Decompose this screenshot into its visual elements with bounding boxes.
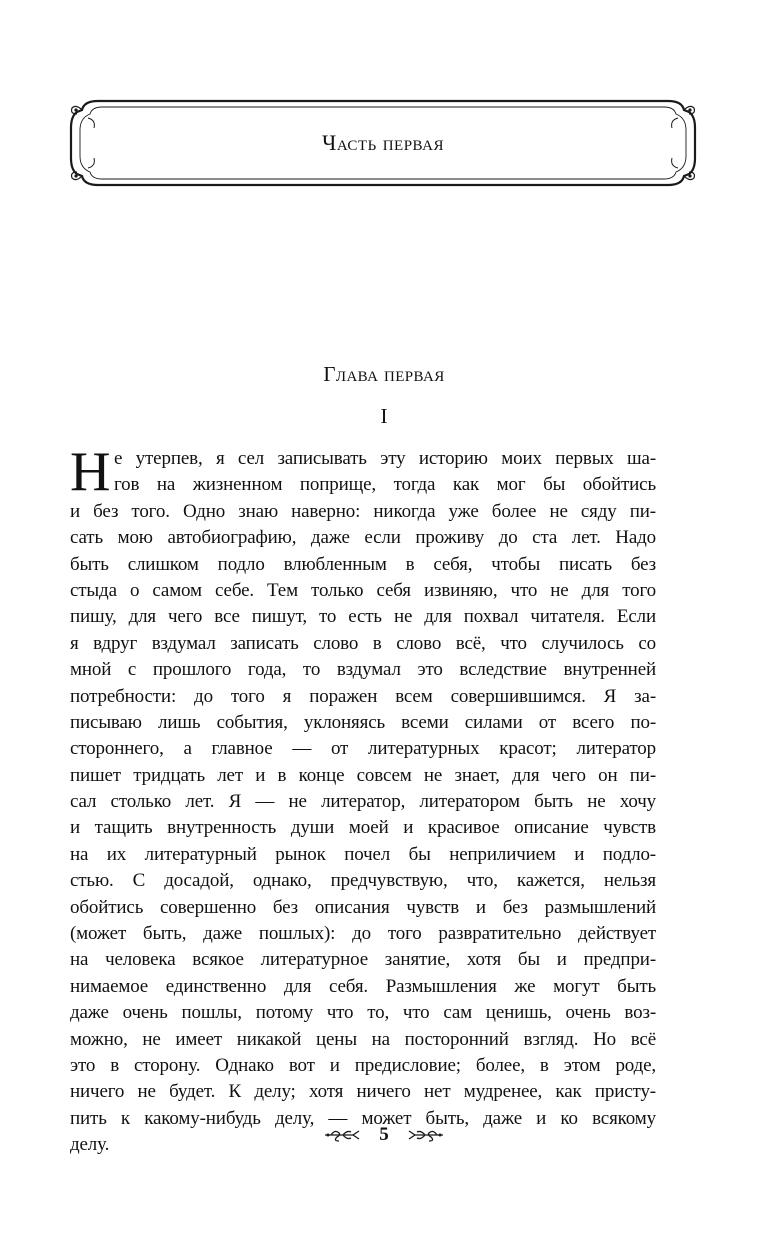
text-line: на их литературный рынок почел бы неприличием и подло-: [70, 843, 656, 865]
text-line: быть слишком подло влюбленным в себя, чтобы писать без: [70, 553, 656, 575]
text-line: пить к какому-нибудь делу, — может быть, даже и ко всякому: [70, 1107, 656, 1129]
chapter-body-text: [70, 441, 656, 1159]
text-line: сал столько лет. Я — не литератор, литератором быть не хочу: [70, 791, 656, 813]
text-line: пишу, для чего все пишут, то есть не для похвал читателя. Если: [70, 606, 656, 628]
part-title: Часть первая: [322, 130, 444, 155]
text-line: делу.: [70, 1134, 110, 1156]
section-number: I: [380, 404, 388, 428]
text-line: стью. С досадой, однако, предчувствую, что, кажется, нельзя: [70, 870, 656, 892]
fleuron-right-icon: [405, 1127, 445, 1143]
text-line: на человека всякое литературное занятие, хотя бы и предпри-: [70, 949, 656, 971]
text-line: ничего не будет. К делу; хотя ничего нет мудренее, как присту-: [70, 1081, 656, 1103]
text-line: сать мою автобиографию, даже если проживу до ста лет. Надо: [70, 527, 656, 549]
text-line: и без того. Одно знаю наверно: никогда уже более не сяду пи-: [70, 500, 656, 522]
text-line: это в сторону. Однако вот и предисловие; более, в этом роде,: [70, 1054, 656, 1076]
text-line: стороннего, а главное — от литературных красот; литератор: [70, 738, 656, 760]
part-title-frame: [68, 98, 698, 188]
text-line: я вдруг вздумал записать слово в слово всё, что случилось со: [70, 632, 656, 654]
text-line: (может быть, даже пошлых): до того развратительно действует: [70, 923, 656, 945]
drop-cap: Н: [70, 441, 111, 503]
page-number: 5: [379, 1124, 389, 1145]
fleuron-left-icon: [323, 1127, 363, 1143]
text-line: е утерпев, я сел записывать эту историю моих первых ша-: [114, 448, 656, 469]
text-line: пишет тридцать лет и в конце совсем не знает, для чего он пи-: [70, 764, 656, 786]
text-line: нимаемое единственно для себя. Размышления же могут быть: [70, 975, 656, 997]
text-line: мной с прошлого года, то вздумал это вследствие внутренней: [70, 659, 656, 681]
text-line: стыда о самом себе. Тем только себя извиняю, что не для того: [70, 579, 656, 601]
text-line: обойтись совершенно без описания чувств и без размышлений: [70, 896, 656, 918]
text-line: даже очень пошлы, потому что то, что сам ценишь, очень воз-: [70, 1002, 656, 1024]
page-folio: [0, 1122, 768, 1148]
text-line: и тащить внутренность души моей и красивое описание чувств: [70, 817, 656, 839]
text-line: потребности: до того я поражен всем совершившимся. Я за-: [70, 685, 656, 707]
text-line: можно, не имеет никакой цены на посторонний взгляд. Но всё: [70, 1028, 656, 1050]
chapter-title: Глава первая: [323, 362, 445, 386]
text-line: гов на жизненном поприще, тогда как мог бы обойтись: [114, 474, 656, 496]
text-line: писываю лишь события, уклоняясь всеми силами от всего по-: [70, 711, 656, 733]
